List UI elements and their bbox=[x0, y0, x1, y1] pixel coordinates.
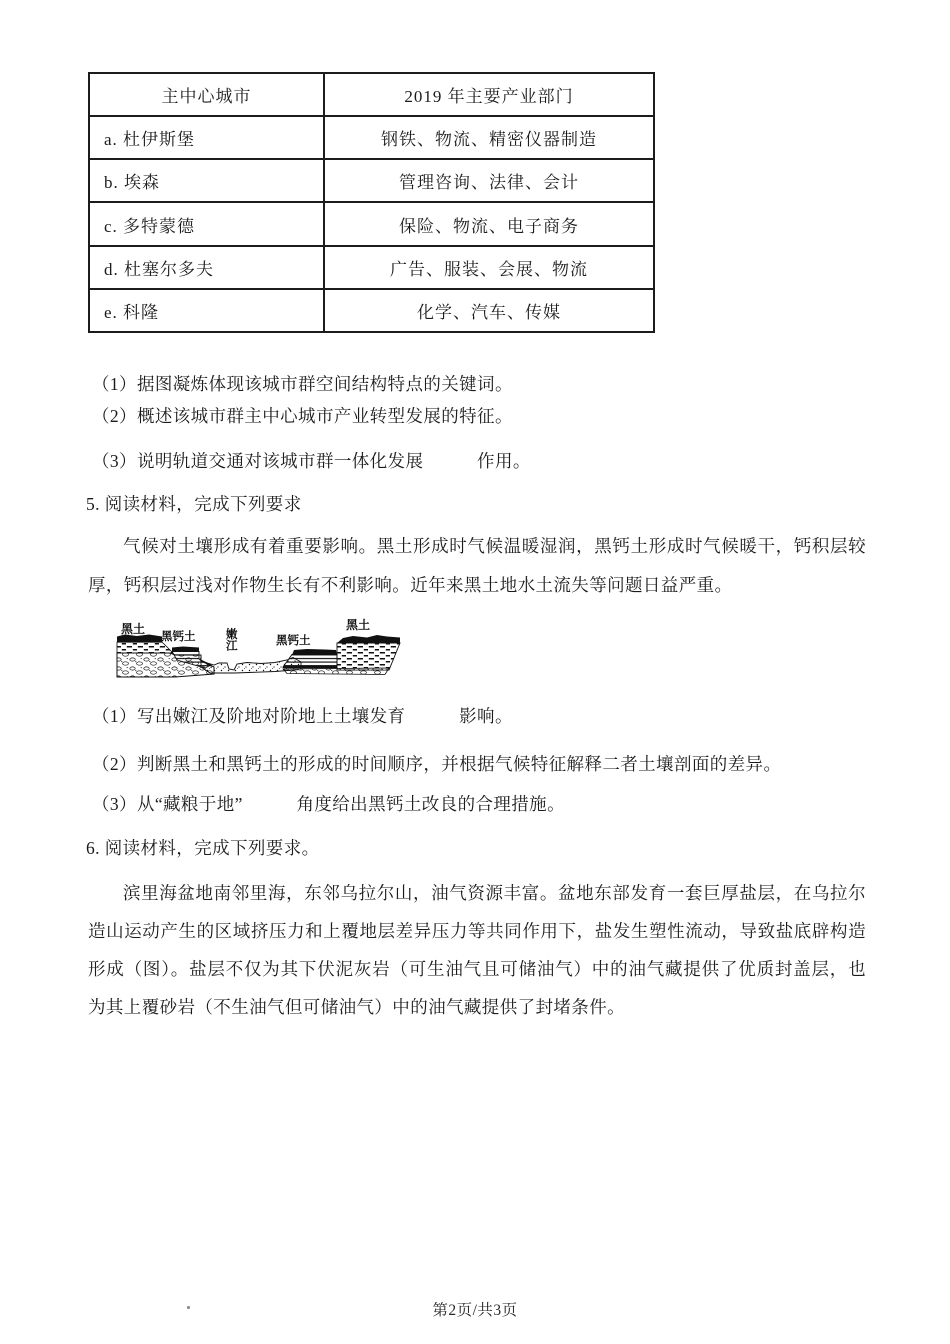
industry-table bbox=[88, 72, 655, 333]
industry-cell: 管理咨询、法律、会计 bbox=[324, 159, 654, 202]
city-cell: d. 杜塞尔多夫 bbox=[89, 246, 324, 289]
city-cell: b. 埃森 bbox=[89, 159, 324, 202]
black-soil-label-left: 黑土 bbox=[121, 622, 146, 636]
nenjiang-river-label-2: 江 bbox=[226, 638, 238, 653]
right-gravel-base-layer bbox=[283, 668, 389, 675]
nenjiang-river-label-1: 嫩 bbox=[226, 627, 238, 641]
table-header-city: 主中心城市 bbox=[89, 73, 324, 116]
question5-sub1: （1）写出嫩江及阶地对阶地上土壤发育 影响。 bbox=[92, 706, 513, 726]
soil-cross-section-diagram bbox=[115, 603, 415, 688]
table-row bbox=[89, 246, 654, 289]
right-terrace-dashed-layer bbox=[337, 643, 400, 670]
question5-sub3: （3）从“藏粮于地” 角度给出黑钙土改良的合理措施。 bbox=[92, 794, 565, 814]
industry-cell: 钢铁、物流、精密仪器制造 bbox=[324, 116, 654, 159]
question5-sub2: （2）判断黑土和黑钙土的形成的时间顺序，并根据气候特征解释二者土壤剖面的差异。 bbox=[92, 754, 782, 774]
question4-sub1: （1）据图凝炼体现该城市群空间结构特点的关键词。 bbox=[92, 374, 513, 394]
question6-material: 滨里海盆地南邻里海，东邻乌拉尔山，油气资源丰富。盆地东部发育一套巨厚盐层，在乌拉尔造山运动产生的区域挤压力和上覆地层差异压力等共同作用下，盐发生塑性流动，导致盐底辟构造形成（图）。盐层不仅为其下伏泥灰岩（可生油气且可储油气）中的油气藏提供了优质封盖层，也为其上覆砂岩（不生油气但可储油气）中的油气藏提供了封堵条件。 bbox=[88, 883, 866, 1017]
question4-sub2: （2）概述该城市群主中心城市产业转型发展的特征。 bbox=[92, 406, 513, 426]
question5-heading: 5. 阅读材料，完成下列要求 bbox=[86, 494, 302, 514]
left-chernozem-black-cap bbox=[172, 647, 199, 653]
question6-heading: 6. 阅读材料，完成下列要求。 bbox=[86, 838, 320, 858]
chernozem-label-left: 黑钙土 bbox=[161, 629, 196, 643]
right-chernozem-striped-layer bbox=[283, 655, 337, 668]
table-row bbox=[89, 159, 654, 202]
table-row bbox=[89, 289, 654, 332]
black-soil-label-right: 黑土 bbox=[346, 618, 371, 632]
left-terrace-dashed-layer bbox=[117, 642, 173, 653]
question5-material: 气候对土壤形成有着重要影响。黑土形成时气候温暖湿润，黑钙土形成时气候暖干，钙积层较厚，钙积层过浅对作物生长有不利影响。近年来黑土地水土流失等问题日益严重。 bbox=[88, 536, 866, 595]
city-cell: a. 杜伊斯堡 bbox=[89, 116, 324, 159]
right-black-soil-cap bbox=[337, 635, 400, 644]
industry-cell: 化学、汽车、传媒 bbox=[324, 289, 654, 332]
table-header-row bbox=[89, 73, 654, 116]
page-number: 第2页/共3页 bbox=[432, 1302, 518, 1319]
table-row bbox=[89, 116, 654, 159]
stray-mark bbox=[187, 1306, 190, 1309]
city-cell: e. 科隆 bbox=[89, 289, 324, 332]
industry-cell: 广告、服装、会展、物流 bbox=[324, 246, 654, 289]
question4-sub3: （3）说明轨道交通对该城市群一体化发展 作用。 bbox=[92, 451, 531, 471]
table-row bbox=[89, 202, 654, 245]
right-chernozem-black-cap bbox=[292, 649, 337, 655]
chernozem-label-right: 黑钙土 bbox=[276, 633, 311, 647]
table-header-industry: 2019 年主要产业部门 bbox=[324, 73, 654, 116]
city-cell: c. 多特蒙德 bbox=[89, 202, 324, 245]
industry-cell: 保险、物流、电子商务 bbox=[324, 202, 654, 245]
